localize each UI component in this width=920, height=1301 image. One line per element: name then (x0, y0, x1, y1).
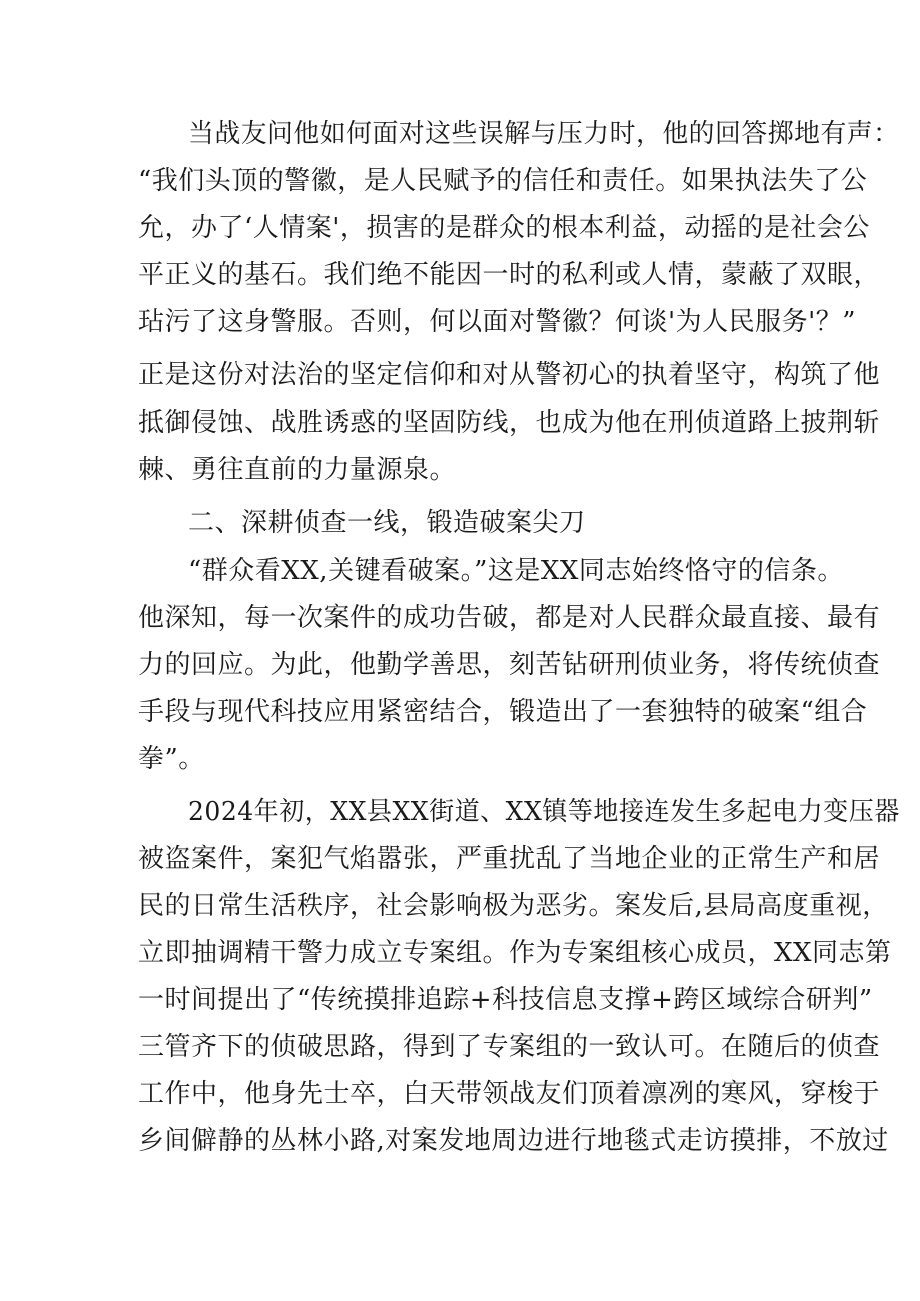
text-line: 手段与现代科技应用紧密结合，锻造出了一套独特的破案“组合 (138, 697, 868, 727)
text-line: 允，办了‘人情案'，损害的是群众的根本利益，动摇的是社会公 (138, 213, 870, 243)
text-line: 拳”。 (138, 744, 205, 774)
text-line: 2024年初，XX县XX街道、XX镇等地接连发生多起电力变压器 (188, 797, 900, 827)
text-line: 抵御侵蚀、战胜诱惑的坚固防线，也成为他在刑侦道路上披荆斩 (138, 408, 881, 438)
text-line: “我们头顶的警徽，是人民赋予的信任和责任。如果执法失了公 (138, 166, 868, 196)
text-line: 当战友问他如何面对这些误解与压力时，他的回答掷地有声： (188, 119, 900, 149)
text-line: 民的日常生活秩序，社会影响极为恶劣。案发后,县局高度重视， (138, 891, 889, 921)
text-line: 乡间僻静的丛林小路,对案发地周边进行地毯式走访摸排，不放过 (138, 1126, 889, 1156)
text-line: 三管齐下的侦破思路，得到了专案组的一致认可。在随后的侦查 (138, 1032, 881, 1062)
text-line: 被盗案件，案犯气焰嚣张，严重扰乱了当地企业的正常生产和居 (138, 844, 881, 874)
text-line: 工作中，他身先士卒，白天带领战友们顶着凛冽的寒风，穿梭于 (138, 1079, 881, 1109)
text-line: 平正义的基石。我们绝不能因一时的私利或人情，蒙蔽了双眼， (138, 260, 881, 290)
text-line: 他深知，每一次案件的成功告破，都是对人民群众最直接、最有 (138, 603, 881, 633)
text-line: 一时间提出了“传统摸排追踪+科技信息支撑+跨区域综合研判” (138, 985, 873, 1015)
text-line: 力的回应。为此，他勤学善思，刻苦钻研刑侦业务，将传统侦查 (138, 650, 881, 680)
section-heading: 二、深耕侦查一线，锻造破案尖刀 (188, 508, 586, 538)
text-line: 玷污了这身警服。否则，何以面对警徽？何谈'为人民服务'？” (138, 307, 857, 337)
text-line: “群众看XX,关键看破案。”这是XX同志始终恪守的信条。 (188, 556, 844, 586)
text-line: 棘、勇往直前的力量源泉。 (138, 455, 457, 485)
text-line: 正是这份对法治的坚定信仰和对从警初心的执着坚守，构筑了他 (138, 360, 881, 390)
text-line: 立即抽调精干警力成立专案组。作为专案组核心成员，XX同志第 (138, 938, 892, 968)
